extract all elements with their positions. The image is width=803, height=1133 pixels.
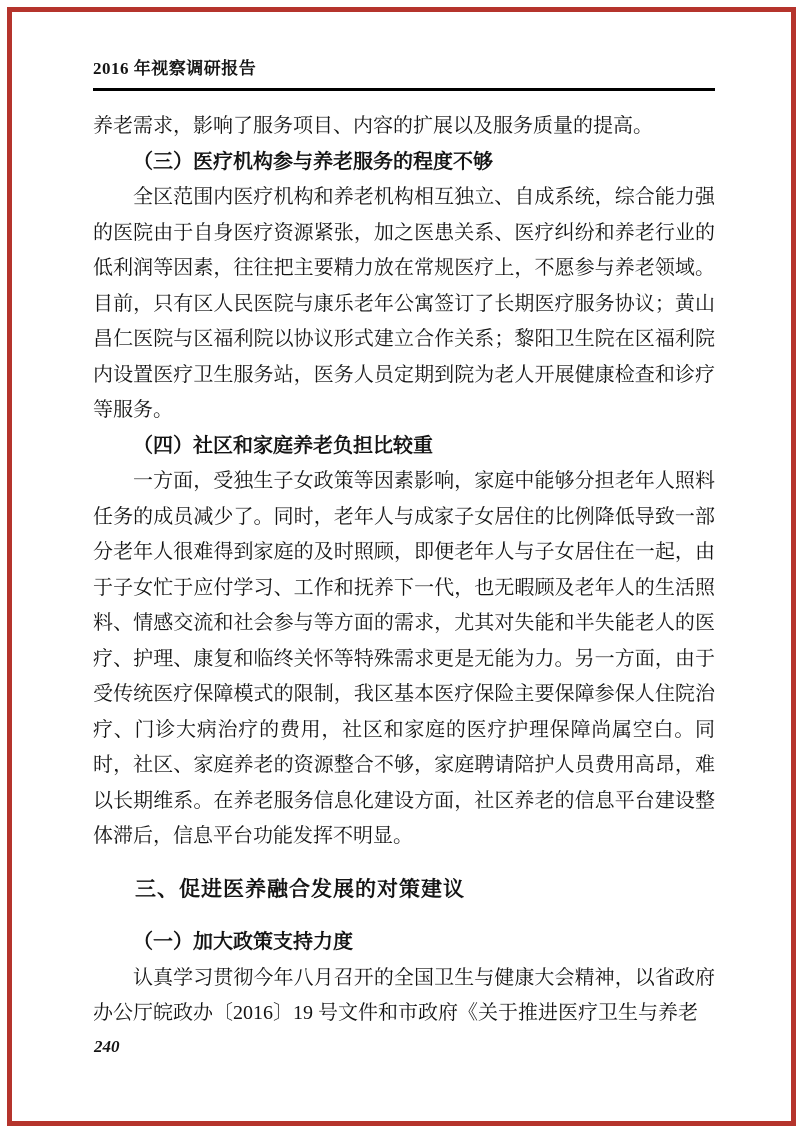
page-content	[93, 58, 715, 1032]
page-number: 240	[94, 1037, 120, 1056]
paragraph-cutoff: 认真学习贯彻今年八月召开的全国卫生与健康大会精神，以省政府办公厅皖政办〔2016〕19 号文件和市政府《关于推进医疗卫生与养老	[93, 966, 715, 1024]
header-rule	[93, 88, 715, 91]
paragraph: 全区范围内医疗机构和养老机构相互独立、自成系统，综合能力强的医院由于自身医疗资源紧张，加之医患关系、医疗纠纷和养老行业的低利润等因素，往往把主要精力放在常规医疗上，不愿参与养老领域。目前，只有区人民医院与康乐老年公寓签订了长期医疗服务协议；黄山昌仁医院与区福利院以协议形式建立合作关系；黎阳卫生院在区福利院内设置医疗卫生服务站，医务人员定期到院为老人开展健康检查和诊疗等服务。	[93, 186, 715, 421]
section-heading-three: （三）医疗机构参与养老服务的程度不够	[133, 150, 493, 173]
chapter-heading: 三、促进医养融合发展的对策建议	[135, 877, 465, 901]
running-header	[93, 58, 715, 91]
paragraph: 一方面，受独生子女政策等因素影响，家庭中能够分担老年人照料任务的成员减少了。同时，老年人与成家子女居住的比例降低导致一部分老年人很难得到家庭的及时照顾，即便老年人与子女居住在一起，由于子女忙于应付学习、工作和抚养下一代，也无暇顾及老年人的生活照料、情感交流和社会参与等方面的需求，尤其对失能和半失能老人的医疗、护理、康复和临终关怀等特殊需求更是无能为力。另一方面，由于受传统医疗保障模式的限制，我区基本医疗保险主要保障参保人住院治疗、门诊大病治疗的费用，社区和家庭的医疗护理保障尚属空白。同时，社区、家庭养老的资源整合不够，家庭聘请陪护人员费用高昂，难以长期维系。在养老服务信息化建设方面，社区养老的信息平台建设整体滞后，信息平台功能发挥不明显。	[93, 470, 715, 847]
section-heading-one: （一）加大政策支持力度	[133, 931, 353, 953]
section-heading-four: （四）社区和家庭养老负担比较重	[133, 434, 433, 457]
document-body	[93, 109, 715, 1032]
paragraph-continued: 养老需求，影响了服务项目、内容的扩展以及服务质量的提高。	[93, 115, 653, 137]
header-title: 2016 年视察调研报告	[93, 59, 257, 78]
